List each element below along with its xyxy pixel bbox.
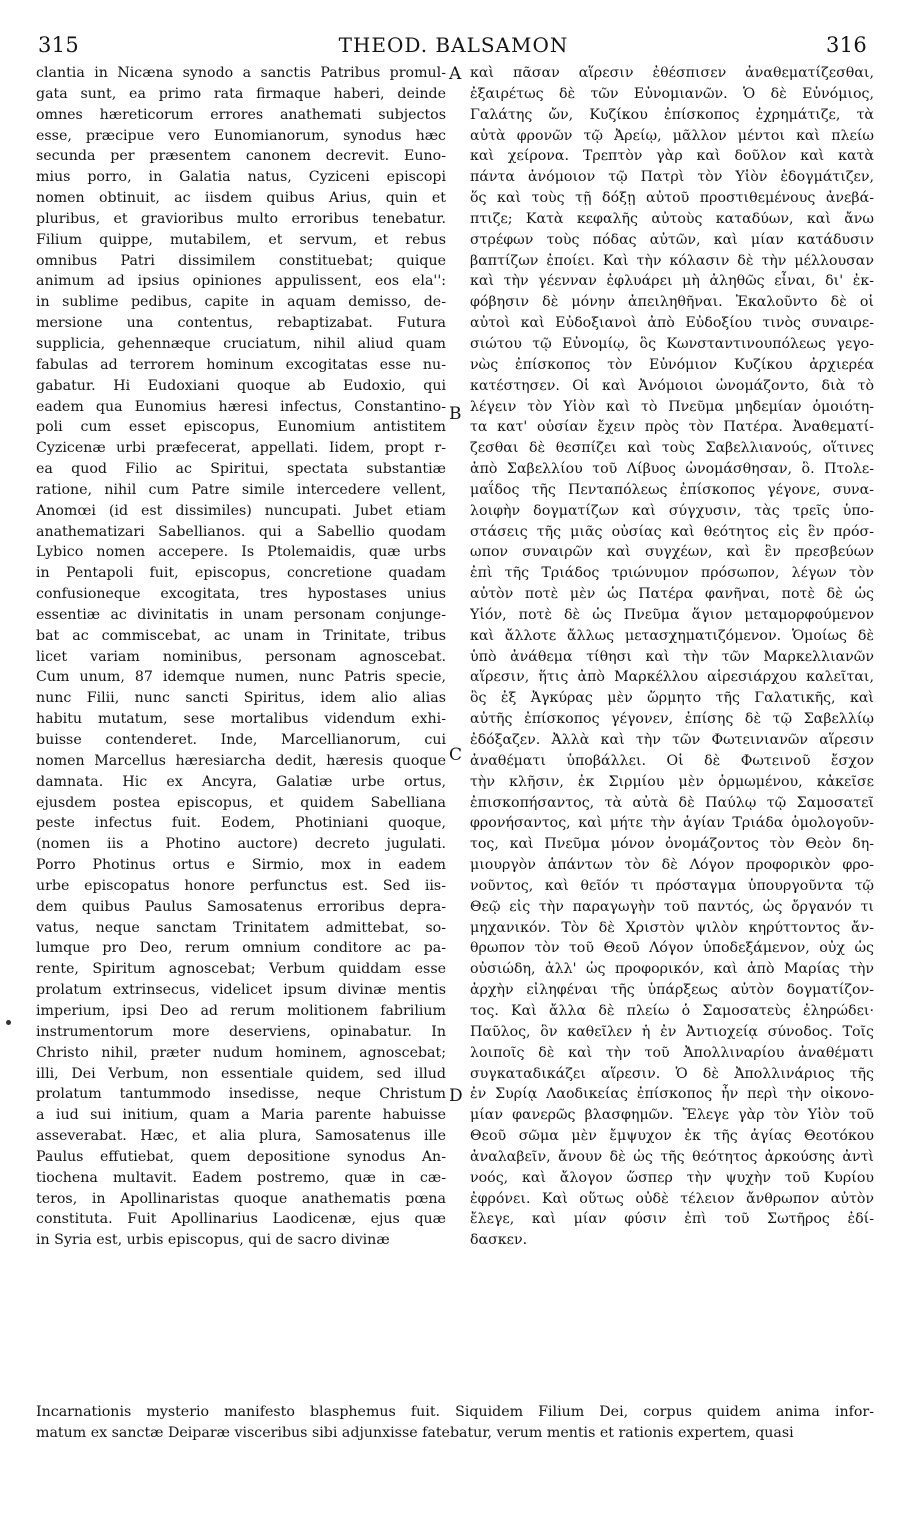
greek-text-line: ὅς καὶ τοὺς τῇ δόξῃ αὐτοῦ προστιθεμένους ἀνεβά- xyxy=(470,190,874,207)
greek-text-line: μίαν φανερῶς βλασφημῶν. Ἔλεγε γὰρ τὸν Υἱὸν τοῦ xyxy=(470,1107,874,1124)
greek-text-line: ἐν Συρίᾳ Λαοδικείας ἐπίσκοπος ἦν περὶ τὴν οἰκονο- xyxy=(470,1086,874,1103)
latin-text-line: habitu mutatum, sese mortalibus videndum exhi- xyxy=(36,711,446,728)
greek-column xyxy=(470,63,874,1251)
greek-text-line: θρωπον τὸν τοῦ Θεοῦ Λόγον ὑποδεξάμενον, οὐχ ὡς xyxy=(470,940,874,957)
latin-text-line: in Syria est, urbis episcopus, qui de sacro divinæ xyxy=(36,1232,390,1249)
latin-text-line: Cyzicenæ urbi præfecerat, appellati. Iidem, propt r- xyxy=(36,440,446,457)
latin-text-line: imperium, ipsi Deo ad rerum molitionem fabrilium xyxy=(36,1002,446,1019)
greek-text-line: μαΐδος τῆς Πενταπόλεως ἐπίσκοπος γέγονε, συνα- xyxy=(470,481,874,498)
greek-text-line: Παῦλος, ὃν καθεῖλεν ἡ ἐν Ἀντιοχείᾳ σύνοδος. Τοῖς xyxy=(470,1023,874,1040)
ink-speck xyxy=(6,1020,11,1025)
greek-text-line: κατέστησεν. Οἱ καὶ Ἀνόμοιοι ὠνομάζοντο, διὰ τὸ xyxy=(470,377,874,394)
latin-text-line: Christo nihil, præter nudum hominem, agnoscebat; xyxy=(36,1044,446,1061)
latin-text-line: pluribus, et gravioribus multo erroribus tenebatur. xyxy=(36,210,446,227)
greek-text-line: στρέφων τοὺς πόδας αὐτῶν, καὶ μίαν κατάδυσιν xyxy=(470,231,874,248)
latin-text-line: asseverabat. Hæc, et alia plura, Samosatenus ille xyxy=(36,1128,446,1145)
greek-text-line: μηχανικόν. Τὸν δὲ Χριστὸν ψιλὸν κηρύττοντος ἄν- xyxy=(470,919,874,936)
latin-text-line: Porro Photinus ortus e Sirmio, mox in eadem xyxy=(36,857,446,874)
latin-text-line: rente, Spiritum agnoscebat; Verbum quiddam esse xyxy=(36,961,446,978)
greek-text-line: ζεσθαι δὲ θεσπίζει καὶ τοὺς Σαβελλιανούς, οἵτινες xyxy=(470,440,874,457)
greek-text-line: Γαλάτης ὤν, Κυζίκου ἐπίσκοπος ἐχρημάτιζε, τὰ xyxy=(470,106,874,123)
latin-text-line: teros, in Apollinaristas quoque anathematis pœna xyxy=(36,1190,446,1207)
greek-text-line: φρονήσαντος, καὶ μήτε τὴν ἁγίαν Τριάδα ὁμολογοῦν- xyxy=(470,815,874,832)
latin-text-line: secunda per præsentem canonem decrevit. Euno- xyxy=(36,148,446,165)
greek-text-line: καὶ ἄλλοτε ἄλλως μετασχηματιζόμενον. Ὁμοίως δὲ xyxy=(470,627,874,644)
latin-text-line: buisse contenderet. Inde, Marcellianorum, cui xyxy=(36,732,446,748)
greek-text-line: αὐτὰ φρονῶν τῷ Ἀρείῳ, μᾶλλον μέντοι καὶ πλείω xyxy=(470,127,874,144)
greek-text-line: ἐφρόνει. Καὶ οὕτως οὐδὲ τέλειον ἄνθρωπον αὐτὸν xyxy=(470,1190,874,1207)
greek-text-line: τα κατ' οὐσίαν ἔχειν πρὸς τὸν Πατέρα. Ἀναθεματί- xyxy=(470,419,874,436)
latin-text-line: a iud sui initium, quam a Maria parente habuisse xyxy=(36,1107,446,1124)
greek-text-line: συγκαταδικάζει αἵρεσιν. Ὁ δὲ Ἀπολλινάριος τῆς xyxy=(470,1065,874,1082)
greek-text-line: ἀναθέματι ὑποβάλλει. Οἱ δὲ Φωτεινοῦ ἔσχον xyxy=(470,752,874,769)
margin-marker-a: A xyxy=(449,64,462,84)
latin-text-line: Anomœi (id est dissimiles) nuncupati. Jubet etiam xyxy=(36,502,446,519)
latin-text-line: in Pentapoli fuit, episcopus, concretione quadam xyxy=(36,565,446,582)
greek-text-line: ἔλεγε, καὶ μίαν φύσιν ἐπὶ τοῦ Σωτῆρος ἐδί- xyxy=(470,1211,874,1228)
latin-text-line: instrumentorum more deserviens, opinabatur. In xyxy=(36,1023,446,1040)
latin-text-line: gata sunt, ea primo rata firmaque haberi, deinde xyxy=(36,85,446,102)
greek-text-line: αὐτοὶ καὶ Εὐδοξιανοὶ ἀπὸ Εὐδοξίου τινὸς συναιρε- xyxy=(470,315,874,332)
greek-text-line: βαπτίζων ἐποίει. Καὶ τὴν κόλασιν δὲ τὴν μέλλουσαν xyxy=(470,252,874,269)
latin-text-line: in sublime pedibus, capite in aquam demisso, de- xyxy=(36,294,446,311)
greek-text-line: ἐπισκοπήσαντος, τὰ αὐτὰ δὲ Παύλῳ τῷ Σαμοσατεῖ xyxy=(470,794,874,811)
greek-text-line: ὑπὸ ἀνάθεμα τίθησι καὶ τὴν τῶν Μαρκελλιανῶν xyxy=(470,648,874,665)
greek-text-line: αἵρεσιν, ἥτις ἀπὸ Μαρκέλλου αἱρεσιάρχου καλεῖται, xyxy=(470,669,874,686)
greek-text-line: ἀρχὴν εἰληφέναι τῆς ὑπάρξεως αὐτὸν δογματίζον- xyxy=(470,982,874,999)
greek-text-line: λέγειν τὸν Υἱὸν καὶ τὸ Πνεῦμα μηδεμίαν ὁμοιότη- xyxy=(470,398,874,415)
running-title: THEOD. BALSAMON xyxy=(338,33,569,57)
greek-text-line: ὃς ἐξ Ἀγκύρας μὲν ὥρμητο τῆς Γαλατικῆς, καὶ xyxy=(470,690,874,707)
page-number-right: 316 xyxy=(826,33,867,57)
latin-text-line: licet variam nominibus, personam agnoscebat. xyxy=(36,648,446,665)
margin-marker-b: B xyxy=(449,404,462,424)
greek-text-line: τος. Καὶ ἄλλα δὲ πλείω ὁ Σαμοσατεὺς ἐληρώδει· xyxy=(470,1002,874,1019)
greek-text-line: οὐσιώδη, ἀλλ' ὡς προφορικόν, καὶ ἀπὸ Μαρίας τὴν xyxy=(470,961,874,978)
greek-text-line: στάσεις τῆς μιᾶς οὐσίας καὶ θεότητος εἰς ἓν πρόσ- xyxy=(470,523,874,540)
latin-text-line: eadem qua Eunomius hæresi infectus, Constantino- xyxy=(36,398,446,415)
greek-text-line: μιουργὸν ἁπάντων τὸν δὲ Λόγον προφορικὸν φρο- xyxy=(470,857,874,874)
latin-text-line: ratione, nihil cum Patre simile intercedere vellent, xyxy=(36,481,446,498)
latin-text-line: Filium quippe, mutabilem, et servum, et rebus xyxy=(36,231,446,248)
latin-text-line: prolatum tantummodo insedisse, neque Christum xyxy=(36,1086,446,1103)
latin-text-line: anathematizari Sabellianos. qui a Sabellio quodam xyxy=(36,523,446,540)
bottom-text-line: Incarnationis mysterio manifesto blasphemus fuit. Siquidem Filium Dei, corpus quidem anima infor- xyxy=(36,1404,874,1420)
latin-text-line: urbe episcopatus honore perfunctus est. Sed iis- xyxy=(36,877,446,894)
latin-text-line: omnibus Patri dissimilem constituebat; quique xyxy=(36,252,446,269)
latin-text-line: fabulas ad terrorem hominum excogitatas esse nu- xyxy=(36,356,446,373)
latin-text-line: peste infectus fuit. Eodem, Photiniani quoque, xyxy=(36,815,446,832)
latin-text-line: nunc Filii, nunc sancti Spiritus, idem alio alias xyxy=(36,690,446,707)
latin-text-line: constituta. Fuit Apollinarius Laodicenæ, ejus quæ xyxy=(36,1211,446,1228)
greek-text-line: ἀπὸ Σαβελλίου τοῦ Λίβυος ὠνομάσθησαν, ὃ. Πτολε- xyxy=(470,461,874,478)
latin-text-line: Cum unum, 87 idemque numen, nunc Patris specie, xyxy=(36,669,446,686)
latin-text-line: confusioneque excogitata, tres hypostases unius xyxy=(36,586,446,603)
greek-text-line: Θεῷ εἰς τὴν παραγωγὴν τοῦ παντός, ὡς ὄργανόν τι xyxy=(470,898,874,915)
greek-text-line: λοιφὴν δογματίζων καὶ σύγχυσιν, τὰς τρεῖς ὑπο- xyxy=(470,502,874,519)
margin-marker-d: D xyxy=(449,1086,463,1106)
latin-text-line: Paulus effutiebat, quem depositione synodus An- xyxy=(36,1148,446,1165)
greek-text-line: δασκεν. xyxy=(470,1232,528,1249)
greek-text-line: πάντα ἀνόμοιον τῷ Πατρὶ τὸν Υἱὸν ἐδογμάτιζεν, xyxy=(470,169,874,186)
latin-text-line: Lybico nomen accepere. Is Ptolemaidis, quæ urbs xyxy=(36,544,446,561)
greek-text-line: σιώτου τῷ Εὐνομίῳ, ὃς Κωνσταντινουπόλεως γεγο- xyxy=(470,335,874,352)
greek-text-line: Θεοῦ σῶμα μὲν ἔμψυχον ἐκ τῆς ἁγίας Θεοτόκου xyxy=(470,1128,874,1145)
greek-text-line: ωπον συναιρῶν καὶ συγχέων, καὶ ἓν πρεσβεύων xyxy=(470,544,874,561)
greek-text-line: ἐπὶ τῆς Τριάδος τριώνυμον πρόσωπον, λέγων τὸν xyxy=(470,565,874,582)
latin-text-line: essentiæ ac divinitatis in unam personam conjunge- xyxy=(36,606,446,623)
greek-text-line: καὶ χείρονα. Τρεπτὸν γὰρ καὶ δοῦλον καὶ κατὰ xyxy=(470,148,874,165)
greek-text-line: αὐτῆς ἐπίσκοπος γέγονεν, ἐπίσης δὲ τῷ Σαβελλίῳ xyxy=(470,711,874,728)
latin-text-line: bat ac commiscebat, ac unam in Trinitate, tribus xyxy=(36,627,446,644)
greek-text-line: καὶ πᾶσαν αἵρεσιν ἐθέσπισεν ἀναθεματίζεσθαι, xyxy=(470,65,874,81)
latin-text-line: poli cum esset episcopus, Eunomium antistitem xyxy=(36,419,446,436)
greek-text-line: φόβησιν δὲ μόνην ἀπειληθῆναι. Ἐκαλοῦντο δὲ οἱ xyxy=(470,294,874,311)
latin-text-line: tiochena multavit. Eadem postremo, quæ in cæ- xyxy=(36,1169,446,1186)
latin-text-line: lumque pro Deo, rerum omnium conditore ac pa- xyxy=(36,940,446,957)
latin-column xyxy=(36,63,446,1251)
latin-text-line: nomen Marcellus hæresiarcha dedit, hæresis quoque xyxy=(36,752,446,769)
latin-text-line: vatus, neque sanctam Trinitatem admittebat, so- xyxy=(36,919,446,936)
latin-text-line: prolatum extrinsecus, videlicet ipsum divinæ mentis xyxy=(36,982,446,999)
greek-text-line: πτιζε; Κατὰ κεφαλῆς αὐτοὺς καταδύων, καὶ ἄνω xyxy=(470,210,874,227)
page-number-left: 315 xyxy=(38,33,79,57)
latin-text-line: ea quod Filio ac Spiritui, spectata substantiæ xyxy=(36,461,446,478)
latin-text-line: nomen obtinuit, ac iisdem quibus Arius, quin et xyxy=(36,190,446,207)
latin-text-line: mius porro, in Galatia natus, Cyziceni episcopi xyxy=(36,169,446,186)
greek-text-line: ἐδόξαζεν. Ἀλλὰ καὶ τὴν τῶν Φωτεινιανῶν αἵρεσιν xyxy=(470,732,874,748)
greek-text-line: τος, καὶ Πνεῦμα μόνον ὀνομάζοντος τὸν Θεὸν δη- xyxy=(470,836,874,853)
greek-text-line: αὐτὸν ποτὲ μὲν ὡς Πατέρα φανῆναι, ποτὲ δὲ ὡς xyxy=(470,586,874,603)
greek-text-line: νοός, καὶ ἄλογον ὥσπερ τὴν ψυχὴν τοῦ Κυρίου xyxy=(470,1169,874,1186)
latin-text-line: ejusdem postea episcopus, et quidem Sabelliana xyxy=(36,794,446,811)
latin-text-line: animum ad ipsius opiniones appulissent, eos ela'': xyxy=(36,273,446,290)
greek-text-line: ἀναλαβεῖν, ἄνουν δὲ ὡς τῆς θεότητος ἀρκούσης ἀντὶ xyxy=(470,1148,874,1165)
latin-text-line: supplicia, gehennæque cruciatum, nihil aliud quam xyxy=(36,335,446,352)
greek-text-line: τὴν κλῆσιν, ἐκ Σιρμίου μὲν ὁρμωμένου, κἀκεῖσε xyxy=(470,773,874,790)
greek-text-line: νὼς ἐπίσκοπος τὸν Εὐνόμιον Κυζίκου ἀρχιερέα xyxy=(470,356,874,373)
latin-text-line: mersione una contentus, rebaptizabat. Futura xyxy=(36,315,446,332)
greek-text-line: καὶ τὴν γέενναν ἐφλυάρει μὴ ἀληθῶς εἶναι, δι' ἐκ- xyxy=(470,273,874,290)
latin-text-line: dem quibus Paulus Samosatenus erroribus depra- xyxy=(36,898,446,915)
greek-text-line: νοῦντος, καὶ θεῖόν τι πρόσταγμα ὑπουργοῦντα τῷ xyxy=(470,877,874,894)
greek-text-line: Υἱόν, ποτὲ δὲ ὡς Πνεῦμα ἅγιον μεταμορφούμενον xyxy=(470,606,874,623)
bottom-text-line: matum ex sanctæ Deiparæ visceribus sibi adjunxisse fatebatur, verum mentis et rationis expertem, quasi xyxy=(36,1424,794,1441)
margin-marker-c: C xyxy=(449,745,463,765)
latin-text-line: damnata. Hic ex Ancyra, Galatiæ urbe ortus, xyxy=(36,773,446,790)
latin-text-line: clantia in Nicæna synodo a sanctis Patribus promul- xyxy=(36,65,446,81)
latin-text-line: esse, præcipue vero Eunomianorum, synodus hæc xyxy=(36,127,446,144)
greek-text-line: ἐξαιρέτως δὲ τῶν Εὐνομιανῶν. Ὁ δὲ Εὐνόμιος, xyxy=(470,85,874,102)
latin-continuation xyxy=(36,1402,874,1444)
latin-text-line: gabatur. Hi Eudoxiani quoque ab Eudoxio, qui xyxy=(36,377,446,394)
latin-text-line: illi, Dei Verbum, non essentiale quidem, sed illud xyxy=(36,1065,446,1082)
greek-text-line: λοιποῖς δὲ καὶ τὴν τοῦ Ἀπολλιναρίου ἀναθέματι xyxy=(470,1044,874,1061)
latin-text-line: omnes hæreticorum errores anathemati subjectos xyxy=(36,106,446,123)
latin-text-line: (nomen iis a Photino auctore) decreto jugulati. xyxy=(36,836,446,853)
